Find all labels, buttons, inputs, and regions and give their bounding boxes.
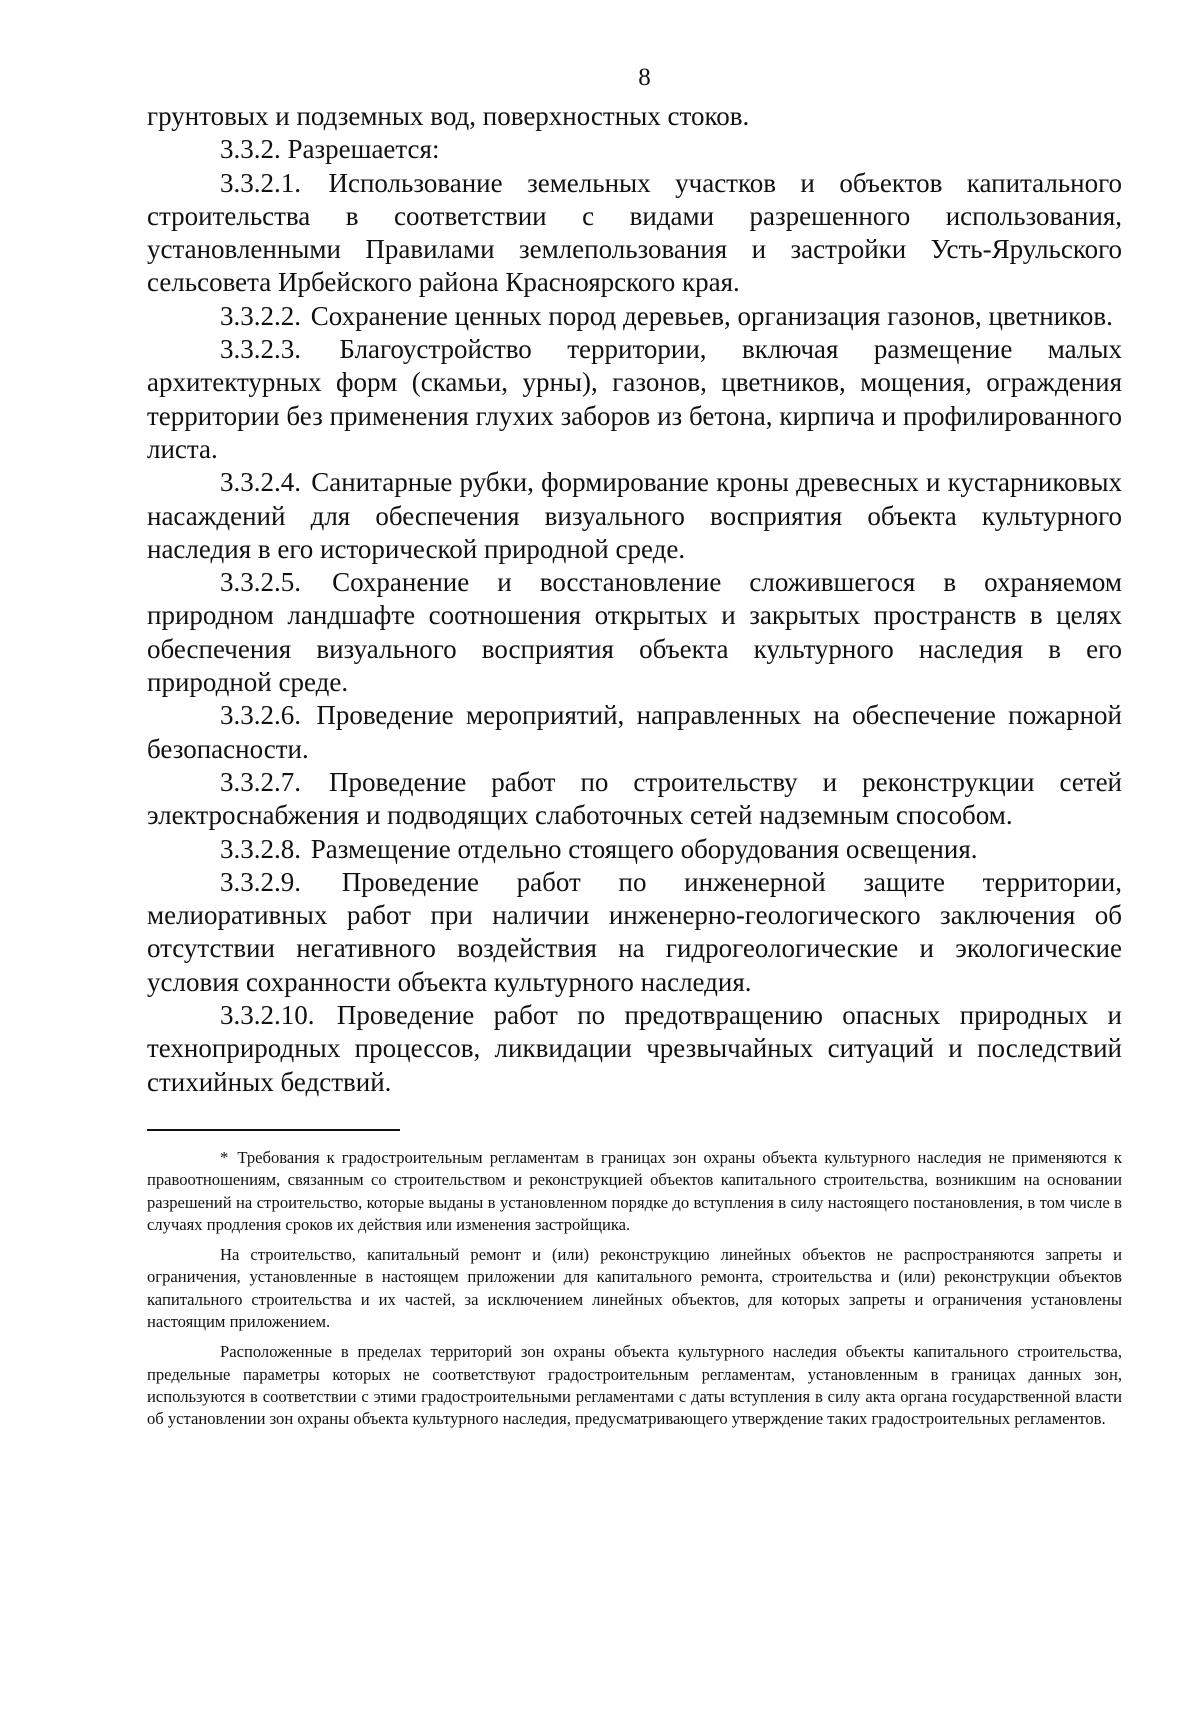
footnotes: [147, 1147, 1122, 1431]
item-number: 3.3.2.4.: [220, 467, 301, 498]
item-text: Проведение работ по строительству и реконструкции сетей электроснабжения и подводящих слаботочных сетей надземным способом.: [147, 766, 1123, 831]
footnote-separator: [147, 1129, 400, 1131]
item-3-3-2-10: [147, 999, 1122, 1099]
main-text: [147, 100, 1122, 1099]
footnote-text: Требования к градостроительным регламентам в границах зон охраны объекта культурного наследия не применяются к правоотношениям, связанным со строительством и реконструкцией объектов капитального строительства, возникшим на основании разрешений на строительство, которые выданы в установленном порядке до вступления в силу настоящего постановления, в том числе в случаях продления сроков их действия или изменения застройщика.: [147, 1147, 1122, 1234]
page-number: 8: [638, 64, 651, 91]
item-text: Благоустройство территории, включая размещение малых архитектурных форм (скамьи, урны), газонов, цветников, мощения, ограждения территории без применения глухих заборов из бетона, кирпича и профилированного листа.: [147, 334, 1122, 464]
item-3-3-2-9: [147, 866, 1122, 999]
item-3-3-2-2: [147, 300, 1122, 333]
document-page: [147, 62, 1122, 1438]
item-text: Размещение отдельно стоящего оборудования освещения.: [310, 833, 978, 864]
item-number: 3.3.2.1.: [220, 167, 301, 198]
footnote-text: Расположенные в пределах территорий зон охраны объекта культурного наследия объекты капитального строительства, предельные параметры которых не соответствуют градостроительным регламентам, установленным в границах данных зон, используются в соответствии с этими градостроительными регламентами с даты вступления в силу акта органа государственной власти об установлении зон охраны объекта культурного наследия, предусматривающего утверждение таких градостроительных регламентов.: [147, 1342, 1122, 1429]
item-text: Проведение работ по инженерной защите территории, мелиоративных работ при наличии инженерно-геологического заключения об отсутствии негативного воздействия на гидрогеологические и экологические условия сохранности объекта культурного наследия.: [147, 866, 1123, 997]
item-text: Санитарные рубки, формирование кроны древесных и кустарниковых насаждений для обеспечения визуального восприятия объекта культурного наследия в его исторической природной среде.: [147, 467, 1122, 564]
item-3-3-2-3: [147, 333, 1122, 466]
footnote-paragraph: [147, 1244, 1122, 1333]
item-number: 3.3.2.8.: [220, 833, 301, 864]
item-number: 3.3.2.6.: [220, 700, 301, 731]
item-3-3-2-8: [147, 833, 1122, 866]
item-number: 3.3.2.7.: [220, 766, 301, 797]
footnote-paragraph: [147, 1147, 1122, 1236]
item-number: 3.3.2.2.: [220, 300, 301, 331]
item-3-3-2-5: [147, 566, 1122, 699]
item-number: 3.3.2.5.: [220, 567, 301, 598]
item-number: 3.3.2.10.: [220, 1000, 315, 1031]
item-3-3-2-6: [147, 699, 1122, 766]
item-text: Проведение работ по предотвращению опасных природных и техноприродных процессов, ликвидации чрезвычайных ситуаций и последствий стихийных бедствий.: [147, 1000, 1123, 1097]
footnote-paragraph: [147, 1341, 1122, 1430]
section-heading: 3.3.2. Разрешается:: [220, 134, 440, 165]
item-text: Использование земельных участков и объектов капитального строительства в соответствии с видами разрешенного использования, установленными Правилами землепользования и застройки Усть-Ярульского сельсовета Ирбейского района Красноярского края.: [147, 167, 1123, 298]
footnote-asterisk: *: [220, 1147, 229, 1167]
item-3-3-2-7: [147, 766, 1122, 833]
footnote-text: На строительство, капитальный ремонт и (или) реконструкцию линейных объектов не распространяются запреты и ограничения, установленные в настоящем приложении для капитального ремонта, строительства и (или) реконструкции объектов капитального строительства и их частей, за исключением линейных объектов, для которых запреты и ограничения установлены настоящим приложением.: [147, 1245, 1122, 1331]
item-text: Сохранение и восстановление сложившегося в охраняемом природном ландшафте соотношения открытых и закрытых пространств в целях обеспечения визуального восприятия объекта культурного наследия в его природной среде.: [147, 567, 1122, 698]
item-number: 3.3.2.9.: [220, 866, 301, 897]
item-3-3-2-1: [147, 167, 1122, 300]
item-text: Сохранение ценных пород деревьев, организация газонов, цветников.: [310, 300, 1113, 331]
continuation-paragraph: грунтовых и подземных вод, поверхностных стоков.: [147, 101, 750, 131]
item-text: Проведение мероприятий, направленных на обеспечение пожарной безопасности.: [147, 700, 1122, 764]
item-3-3-2-4: [147, 466, 1122, 566]
item-number: 3.3.2.3.: [220, 334, 301, 365]
